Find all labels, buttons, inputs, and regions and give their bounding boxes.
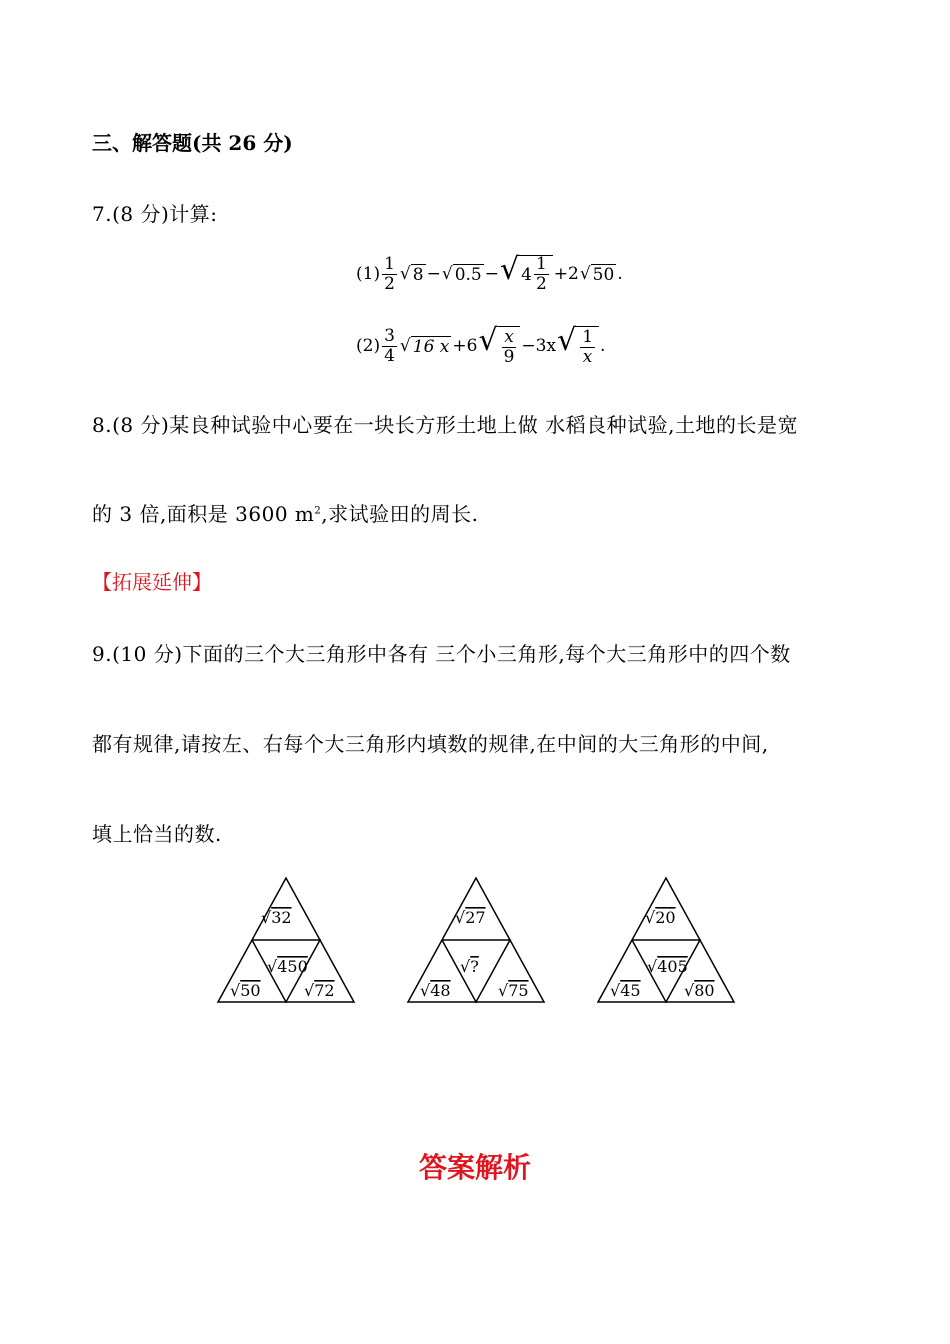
radical: √ 50 xyxy=(579,263,615,285)
triangle-center-value: √405 xyxy=(647,957,688,976)
question-8-line-1: 8.(8 分)某良种试验中心要在一块长方形土地上做 水稻良种试验,土地的长是宽 xyxy=(92,413,798,437)
question-8-line-2: 的 3 倍,面积是 3600 $m^2$,求试验田的周长. xyxy=(92,502,479,526)
question-9-line-1: 9.(10 分)下面的三个大三角形中各有 三个小三角形,每个大三角形中的四个数 xyxy=(92,642,791,666)
triangle-center-value: √? xyxy=(460,957,479,976)
triangle-middle xyxy=(408,878,544,1002)
radical-mixed-number: √ 4 $\frac{1}{2}$ xyxy=(500,255,553,293)
triangle-left-value: √50 xyxy=(230,981,261,1000)
q7-p2-label: (2) xyxy=(356,336,381,356)
extension-title: 【拓展延伸】 xyxy=(92,570,212,594)
triangle-right-value: √75 xyxy=(498,981,529,1000)
fraction: $\frac{1}{2}$ xyxy=(384,253,395,294)
triangle-left-value: √48 xyxy=(420,981,451,1000)
triangle-right-value: √72 xyxy=(304,981,335,1000)
triangle-right xyxy=(598,878,734,1002)
triangle-top-value: √27 xyxy=(455,908,486,927)
triangle-center-value: √450 xyxy=(267,957,308,976)
question-9-line-3: 填上恰当的数. xyxy=(92,822,222,846)
section-title: 三、解答题(共 26 分) xyxy=(92,131,293,155)
fraction: $\frac{3}{4}$ xyxy=(384,325,395,366)
radical: √ 16 x xyxy=(399,335,450,357)
radical-fraction: √ $\frac{1}{x}$ xyxy=(557,326,599,366)
radical-fraction: √ $\frac{x}{9}$ xyxy=(478,326,520,366)
q7-p1-label: (1) xyxy=(356,264,381,284)
q7-expression-1: (1) $\frac{1}{2}$ √ 8 − √ 0.5 − √ 4 $\frac{1}{2}$ +2 √ 50 . xyxy=(356,252,623,294)
question-7-stem: 7.(8 分)计算: xyxy=(92,202,218,226)
radical: √ 8 xyxy=(399,263,424,285)
radical: √ 0.5 xyxy=(441,263,482,285)
triangle-top-value: √32 xyxy=(261,908,292,927)
triangle-top-value: √20 xyxy=(645,908,676,927)
triangle-figure xyxy=(200,872,760,1012)
answers-title: 答案解析 xyxy=(418,1151,531,1184)
triangle-right-value: √80 xyxy=(684,981,715,1000)
triangle-left xyxy=(218,878,354,1002)
question-9-line-2: 都有规律,请按左、右每个大三角形内填数的规律,在中间的大三角形的中间, xyxy=(92,732,769,756)
q7-expression-2: (2) $\frac{3}{4}$ √ 16 x +6 √ $\frac{x}{9}$ −3x √ $\frac{1}{x}$ . xyxy=(356,323,606,367)
triangle-left-value: √45 xyxy=(610,981,641,1000)
